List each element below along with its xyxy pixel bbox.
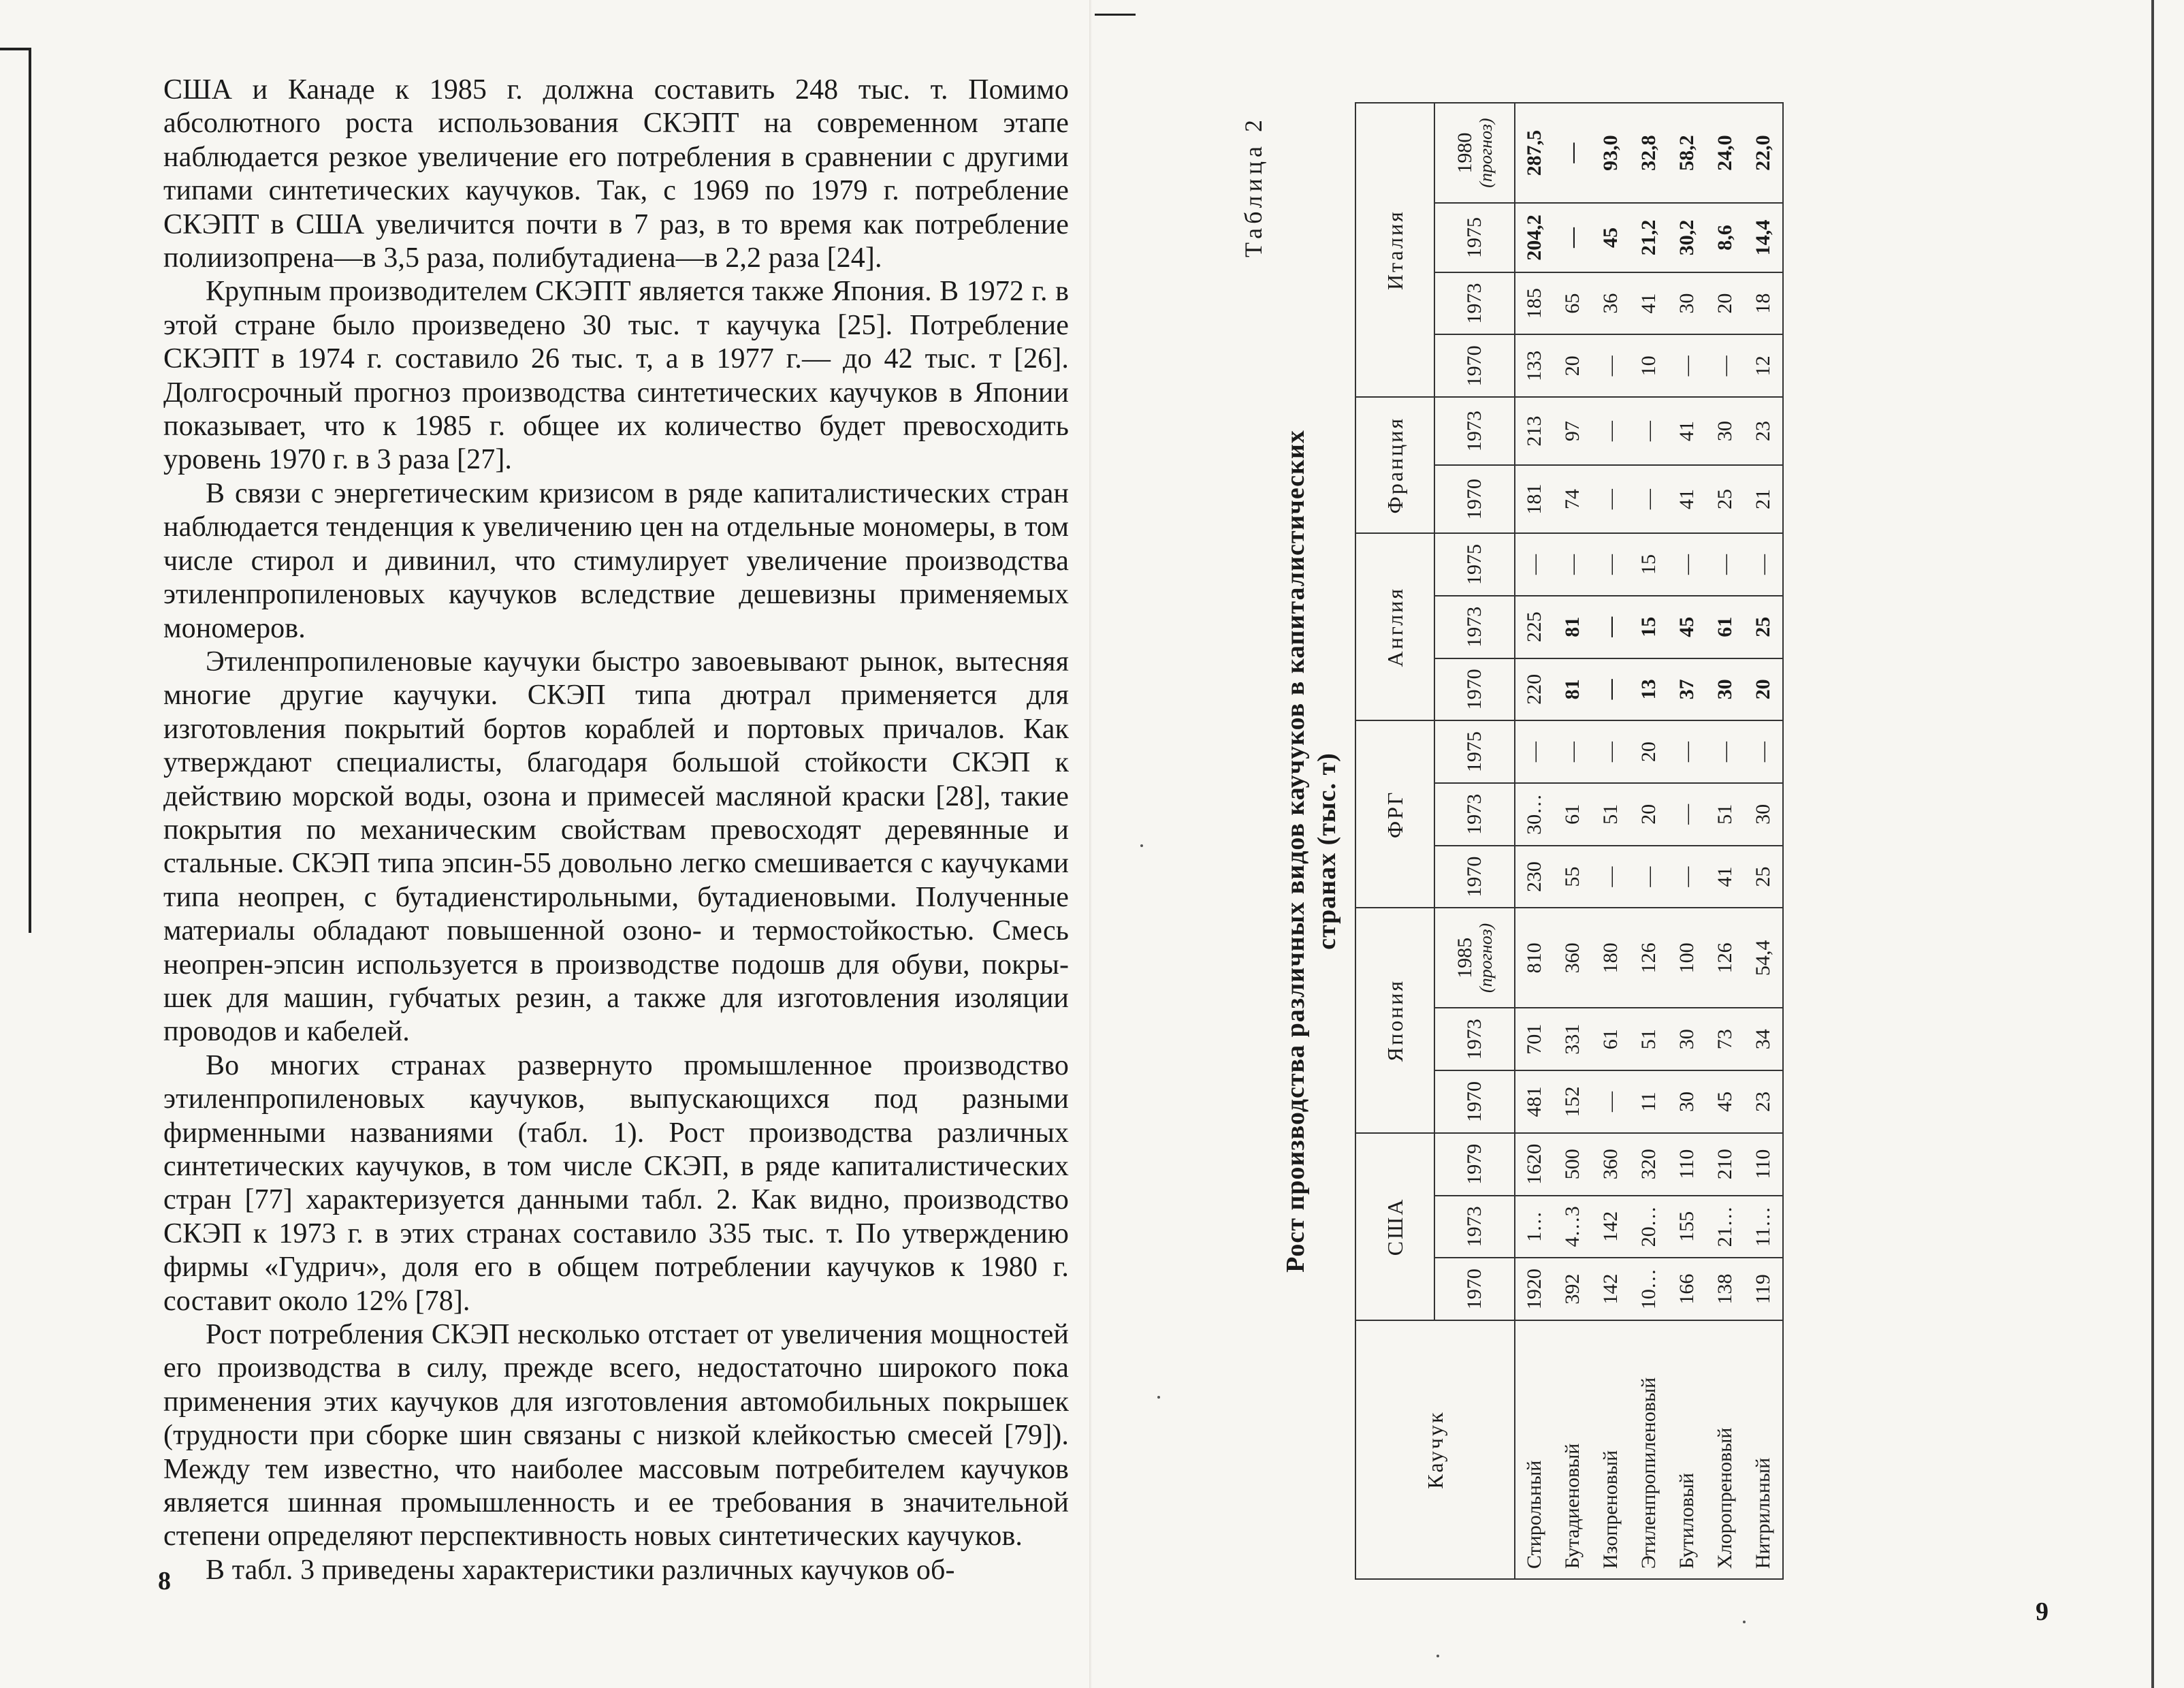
paragraph: В связи с энергетическим кризисом в ряде капиталистических стран наблюдается тенденция к увеличению цен на отдельные мономеры, в том числе стирол и дивинил, что стимулирует увеличение производства этиленпропиленовых каучуков вследствие дешевизны применяемых мономеров. (163, 477, 1069, 644)
table-cell: 110 (1744, 1133, 1783, 1196)
table-cell: — (1554, 720, 1592, 783)
table-cell: 30 (1706, 658, 1744, 721)
table-cell: — (1668, 533, 1706, 596)
table-cell: 14,4 (1744, 203, 1783, 272)
table-cell: 36 (1592, 272, 1630, 335)
table-cell: 15 (1630, 596, 1668, 658)
table-cell: 30 (1668, 272, 1706, 335)
table-cell: 41 (1668, 465, 1706, 533)
table-cell: — (1592, 465, 1630, 533)
header-country-usa: США (1355, 1133, 1434, 1320)
header-country-italy: Италия (1355, 103, 1434, 397)
table-cell: 1620 (1515, 1133, 1554, 1196)
table-title-line1: Рост производства различных видов каучуков в капиталистических (1281, 430, 1310, 1273)
table-cell: 11 (1630, 1070, 1668, 1133)
paragraph: Этиленпропиленовые каучуки быстро завоевывают рынок, вытесняя многие другие каучуки. СКЭП типа дютрал применяется для изготовления покрытий бортов кораблей и портовых причалов. Как утверждают специалисты, благодаря большой стойкости СКЭП к действию морской воды, озона и примесей масляной краски [28], такие покрытия по механическим свойствам превосходят деревянные и стальные. СКЭП типа эпсин-55 довольно легко смешивается с каучуками типа неопрен, с бутадиенстирольными, бутадиеновыми. Полученные материалы обладают повышенной озоно- и термостойкостью. Смесь неопрен-эпсин используется в производстве подошв для обуви, покрышек для машин, губчатых резин, а также для изготовления изоляции проводов и кабелей. (163, 646, 1069, 1048)
header-year: 1973 (1434, 272, 1515, 335)
table-cell: — (1592, 397, 1630, 465)
table-cell: 11… (1744, 1196, 1783, 1258)
table-cell: 34 (1744, 1008, 1783, 1070)
table-cell: 23 (1744, 397, 1783, 465)
table-cell: 185 (1515, 272, 1554, 335)
table-label: Таблица 2 (1240, 116, 1267, 257)
table-cell: 30 (1706, 397, 1744, 465)
table-cell: 4…3 (1554, 1196, 1592, 1258)
table-cell: 23 (1744, 1070, 1783, 1133)
table-row (1592, 103, 1630, 1579)
paragraph: Крупным производителем СКЭПТ является также Япония. В 1972 г. в этой стране было произведено 30 тыс. т каучука [25]. Потребление СКЭПТ в 1974 г. составило 26 тыс. т, а в 1977 г.— до 42 тыс. т [26]. Долгосрочный прогноз производства синтетических каучуков в Японии показывает, что к 1985 г. общее их количество будет превосходить уровень 1970 г. в 3 раза [27]. (163, 276, 1069, 476)
row-name: Этиленпропиленовый (1630, 1320, 1668, 1579)
table-cell: 13 (1630, 658, 1668, 721)
year-value: 1985 (1454, 937, 1476, 978)
header-country-france: Франция (1355, 397, 1434, 533)
table-cell: 152 (1554, 1070, 1592, 1133)
table-cell: 166 (1668, 1258, 1706, 1320)
table-cell: 55 (1554, 846, 1592, 908)
table-cell: 45 (1592, 203, 1630, 272)
scan-speck (1157, 1396, 1160, 1399)
paragraph: Рост потребления СКЭП несколько отстает от увеличения мощностей его производства в силу, прежде всего, недостаточно широкого пока применения этих каучуков для изготовления автомобильных покрышек (трудности при сборке шин связаны с низкой клейкостью смесей [79]). Между тем известно, что наиболее массовым потребителем каучуков является шинная промышленность и ее требования в значительной степени определяют перспективность новых синтетических каучуков. (163, 1319, 1069, 1552)
table-cell: — (1630, 846, 1668, 908)
table-cell: 138 (1706, 1258, 1744, 1320)
table-cell: 54,4 (1744, 908, 1783, 1008)
table-title (1280, 102, 1343, 1600)
table-cell: 97 (1554, 397, 1592, 465)
table-row (1515, 103, 1554, 1579)
table-cell: — (1706, 720, 1744, 783)
table-cell: 126 (1706, 908, 1744, 1008)
table-cell: — (1592, 846, 1630, 908)
header-country-frg: ФРГ (1355, 720, 1434, 908)
table-cell: 32,8 (1630, 103, 1668, 203)
gutter-shadow (1089, 0, 1092, 1688)
table-cell: 25 (1744, 596, 1783, 658)
table-cell: 21,2 (1630, 203, 1668, 272)
table-cell: 30 (1668, 1008, 1706, 1070)
row-name: Изопреновый (1592, 1320, 1630, 1579)
table-cell: 20 (1706, 272, 1744, 335)
table-body (1515, 103, 1783, 1579)
header-kauchuk: Каучук (1355, 1320, 1515, 1579)
table-cell: 61 (1592, 1008, 1630, 1070)
table-cell: — (1592, 720, 1630, 783)
table-cell: — (1515, 533, 1554, 596)
table-cell: 225 (1515, 596, 1554, 658)
table-cell: — (1668, 720, 1706, 783)
rotated-table-block (1239, 102, 1954, 1600)
table-cell: 22,0 (1744, 103, 1783, 203)
table-cell: 73 (1706, 1008, 1744, 1070)
row-name: Нитрильный (1744, 1320, 1783, 1579)
page-number-left: 8 (158, 1567, 171, 1595)
table-cell: 18 (1744, 272, 1783, 335)
table-row (1630, 103, 1668, 1579)
table-cell: — (1515, 720, 1554, 783)
table-cell: 360 (1592, 1133, 1630, 1196)
table-cell: — (1592, 658, 1630, 721)
table-cell: 93,0 (1592, 103, 1630, 203)
table-row (1668, 103, 1706, 1579)
row-name: Бутадиеновый (1554, 1320, 1592, 1579)
table-cell: 15 (1630, 533, 1668, 596)
table-cell: 21… (1706, 1196, 1744, 1258)
table-cell: 45 (1706, 1070, 1744, 1133)
table-cell: 81 (1554, 596, 1592, 658)
scan-edge (0, 48, 30, 50)
table-cell: 37 (1668, 658, 1706, 721)
header-year: 1973 (1434, 1196, 1515, 1258)
production-table (1355, 102, 1784, 1580)
header-year: 1973 (1434, 783, 1515, 846)
table-cell: 41 (1630, 272, 1668, 335)
table-cell: 51 (1592, 783, 1630, 846)
table-cell: — (1668, 846, 1706, 908)
table-cell: 360 (1554, 908, 1592, 1008)
table-cell: 58,2 (1668, 103, 1706, 203)
header-year: 1973 (1434, 1008, 1515, 1070)
table-cell: 61 (1706, 596, 1744, 658)
table-cell: — (1630, 397, 1668, 465)
table-cell: 30 (1744, 783, 1783, 846)
table-cell: 481 (1515, 1070, 1554, 1133)
table-cell: 41 (1706, 846, 1744, 908)
table-cell: 810 (1515, 908, 1554, 1008)
table-cell: 230 (1515, 846, 1554, 908)
table-cell: 74 (1554, 465, 1592, 533)
table-cell: 25 (1744, 846, 1783, 908)
scan-speck (1140, 844, 1143, 847)
header-year: 1973 (1434, 397, 1515, 465)
table-cell: 20 (1744, 658, 1783, 721)
table-cell: — (1592, 596, 1630, 658)
table-cell: 180 (1592, 908, 1630, 1008)
scan-mark (1095, 14, 1136, 16)
table-cell: 392 (1554, 1258, 1592, 1320)
table-cell: 24,0 (1706, 103, 1744, 203)
table-cell: 61 (1554, 783, 1592, 846)
table-cell: 20 (1630, 783, 1668, 846)
paragraph: В табл. 3 приведены характеристики различных каучуков об- (206, 1554, 955, 1586)
table-cell: 1920 (1515, 1258, 1554, 1320)
table-cell: 30 (1668, 1070, 1706, 1133)
table-cell: — (1668, 334, 1706, 397)
table-cell: 701 (1515, 1008, 1554, 1070)
header-year: 1970 (1434, 1258, 1515, 1320)
table-cell: 21 (1744, 465, 1783, 533)
header-year: 1979 (1434, 1133, 1515, 1196)
row-name: Бутиловый (1668, 1320, 1706, 1579)
table-cell: 51 (1706, 783, 1744, 846)
table-cell: 210 (1706, 1133, 1744, 1196)
header-year: 1970 (1434, 334, 1515, 397)
table-cell: 30,2 (1668, 203, 1706, 272)
table-cell: 155 (1668, 1196, 1706, 1258)
table-cell: — (1668, 783, 1706, 846)
row-name: Хлоропреновый (1706, 1320, 1744, 1579)
table-cell: 10 (1630, 334, 1668, 397)
table-cell: 1… (1515, 1196, 1554, 1258)
paragraph: США и Канаде к 1985 г. должна составить 248 тыс. т. Помимо абсолютного роста использования СКЭПТ на современном этапе наблюдается резкое увеличение его потребления в сравнении с другими типами синтетических каучуков. Так, с 1969 по 1979 г. потребление СКЭПТ в США увеличится почти в 7 раз, в то время как потребление полиизопрена—в 3,5 раза, полибутадиена—в 2,2 раза [24]. (163, 74, 1069, 274)
table-cell: 41 (1668, 397, 1706, 465)
header-year: 1973 (1434, 596, 1515, 658)
scan-edge (2151, 0, 2154, 1688)
table-cell: 30… (1515, 783, 1554, 846)
table-row (1706, 103, 1744, 1579)
forecast-note: (прогноз) (1476, 923, 1496, 993)
table-cell: 181 (1515, 465, 1554, 533)
table-cell: 119 (1744, 1258, 1783, 1320)
page-number-right: 9 (2036, 1597, 2049, 1626)
table-cell: 110 (1668, 1133, 1706, 1196)
header-year-forecast (1434, 103, 1515, 203)
header-year: 1975 (1434, 203, 1515, 272)
table-cell: 133 (1515, 334, 1554, 397)
table-cell: 51 (1630, 1008, 1668, 1070)
table-cell: — (1706, 533, 1744, 596)
table-cell: 142 (1592, 1196, 1630, 1258)
table-cell: — (1706, 334, 1744, 397)
table-cell: 81 (1554, 658, 1592, 721)
table-cell: — (1744, 720, 1783, 783)
table-cell: 20 (1630, 720, 1668, 783)
table-cell: 10… (1630, 1258, 1668, 1320)
table-cell: 213 (1515, 397, 1554, 465)
header-year: 1970 (1434, 846, 1515, 908)
table-title-line2: странах (тыс. т) (1313, 752, 1341, 950)
year-value: 1980 (1454, 132, 1476, 174)
header-year: 1970 (1434, 658, 1515, 721)
left-page (163, 74, 1069, 1587)
table-cell: 320 (1630, 1133, 1668, 1196)
header-year: 1975 (1434, 533, 1515, 596)
paragraph: Во многих странах развернуто промышленное производство этиленпропиленовых каучуков, выпускающихся под разными фирменными названиями (табл. 1). Рост производства различных синтетических каучуков, в том числе СКЭП, в ряде капиталистических стран [77] характеризуется данными табл. 2. Как видно, производство СКЭП к 1973 г. в этих странах составило 335 тыс. т. По утверждению фирмы «Гудрич», доля его в общем потреблении каучуков к 1980 г. составит около 12% [78]. (163, 1049, 1069, 1317)
header-country-england: Англия (1355, 533, 1434, 720)
forecast-note: (прогноз) (1476, 118, 1496, 188)
header-year-forecast (1434, 908, 1515, 1008)
scan-speck (1436, 1655, 1439, 1657)
table-cell: 331 (1554, 1008, 1592, 1070)
table-cell: — (1592, 1070, 1630, 1133)
scan-edge (29, 48, 31, 933)
table-cell: — (1554, 533, 1592, 596)
table-cell: 142 (1592, 1258, 1630, 1320)
table-cell: 65 (1554, 272, 1592, 335)
table-cell: 12 (1744, 334, 1783, 397)
table-cell: — (1744, 533, 1783, 596)
table-cell: 45 (1668, 596, 1706, 658)
table-cell: 20… (1630, 1196, 1668, 1258)
table-cell: 220 (1515, 658, 1554, 721)
table-row (1554, 103, 1592, 1579)
table-cell: — (1592, 533, 1630, 596)
table-cell: 126 (1630, 908, 1668, 1008)
table-cell: — (1554, 103, 1592, 203)
header-year: 1970 (1434, 465, 1515, 533)
table-row (1744, 103, 1783, 1579)
header-country-japan: Япония (1355, 908, 1434, 1132)
table-cell: 20 (1554, 334, 1592, 397)
header-year: 1970 (1434, 1070, 1515, 1133)
table-cell: 500 (1554, 1133, 1592, 1196)
header-year: 1975 (1434, 720, 1515, 783)
table-cell: — (1554, 203, 1592, 272)
table-cell: — (1592, 334, 1630, 397)
table-cell: 100 (1668, 908, 1706, 1008)
table-cell: — (1630, 465, 1668, 533)
row-name: Стирольный (1515, 1320, 1554, 1579)
table-cell: 8,6 (1706, 203, 1744, 272)
table-cell: 25 (1706, 465, 1744, 533)
table-cell: 204,2 (1515, 203, 1554, 272)
table-cell: 287,5 (1515, 103, 1554, 203)
scan-speck (1743, 1621, 1746, 1623)
